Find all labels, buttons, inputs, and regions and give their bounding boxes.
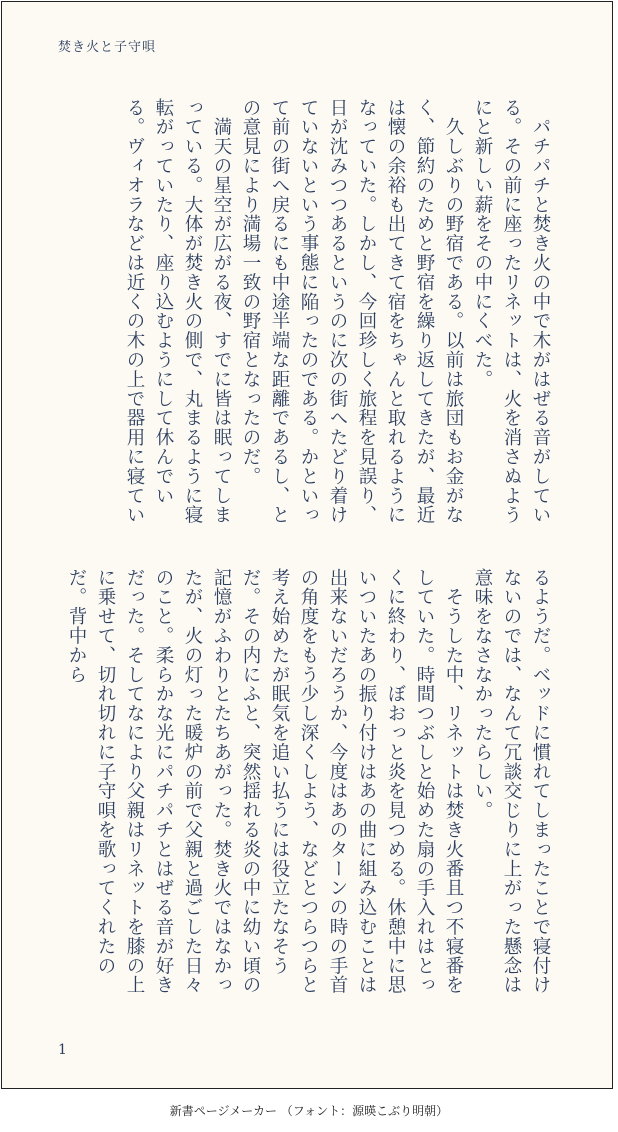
paragraph: 久しぶりの野宿である。以前は旅団もお金がなく、節約のためと野宿を繰り返してきたが、最近は懐の余裕も出てきて宿をちゃんと取れるようになっていた。しかし、今回珍しく旅程を見誤り、日が沈みつつあるというのに次の街へたどり着けていないという事態に陥ったのである。かといって前の街へ戻るにも中途半端な距離であるし、との意見により満場一致の野宿となったのだ。: [240, 98, 464, 525]
text-block-lower: [62, 568, 555, 1008]
paragraph: パチパチと焚き火の中で木がはぜる音がしている。その前に座ったリネットは、火を消さぬようにと新しい薪をその中にくべた。: [472, 98, 551, 525]
text-block-upper: [120, 98, 555, 538]
paragraph: そうした中、リネットは焚き火番且つ不寝番をしていた。時間つぶしと始めた扇の手入れはとっくに終わり、ぼおっと炎を見つめる。休憩中に思いついたあの振り付けはあの曲に組み込むことは出来ないだろうか、今度はあのターンの時の手首の角度をもう少し深くしよう、などとつらつらと考え始めたが眠気を追い払うには役立たなそうだ。その内にふと、突然揺れる炎の中に幼い頃の記憶がふわりとたちあがった。焚き火ではなかったが、火の灯った暖炉の前で父親と過ごした日々のこと。柔らかな光にパチパチとはぜる音が好きだった。そしてなにより父親はリネットを膝の上に乗せて、切れ切れに子守唄を歌ってくれたのだ。背中から: [66, 568, 464, 995]
paragraph: るようだ。ベッドに慣れてしまったことで寝付けないのでは、なんて冗談交じりに上がった懸念は意味をなさなかったらしい。: [472, 568, 551, 995]
paragraph: 満天の星空が広がる夜、すでに皆は眠ってしまっている。大体が焚き火の側で、丸まるように寝転がっていたり、座り込むようにして休んでいる。ヴィオラなどは近くの木の上で器用に寝てい: [124, 98, 232, 525]
page-number: 1: [58, 1042, 67, 1058]
running-title: 焚き火と子守唄: [58, 40, 157, 55]
footer-caption: 新書ページメーカー （フォント：源暎こぶり明朝）: [169, 1104, 449, 1118]
book-page: [1, 1, 613, 1089]
